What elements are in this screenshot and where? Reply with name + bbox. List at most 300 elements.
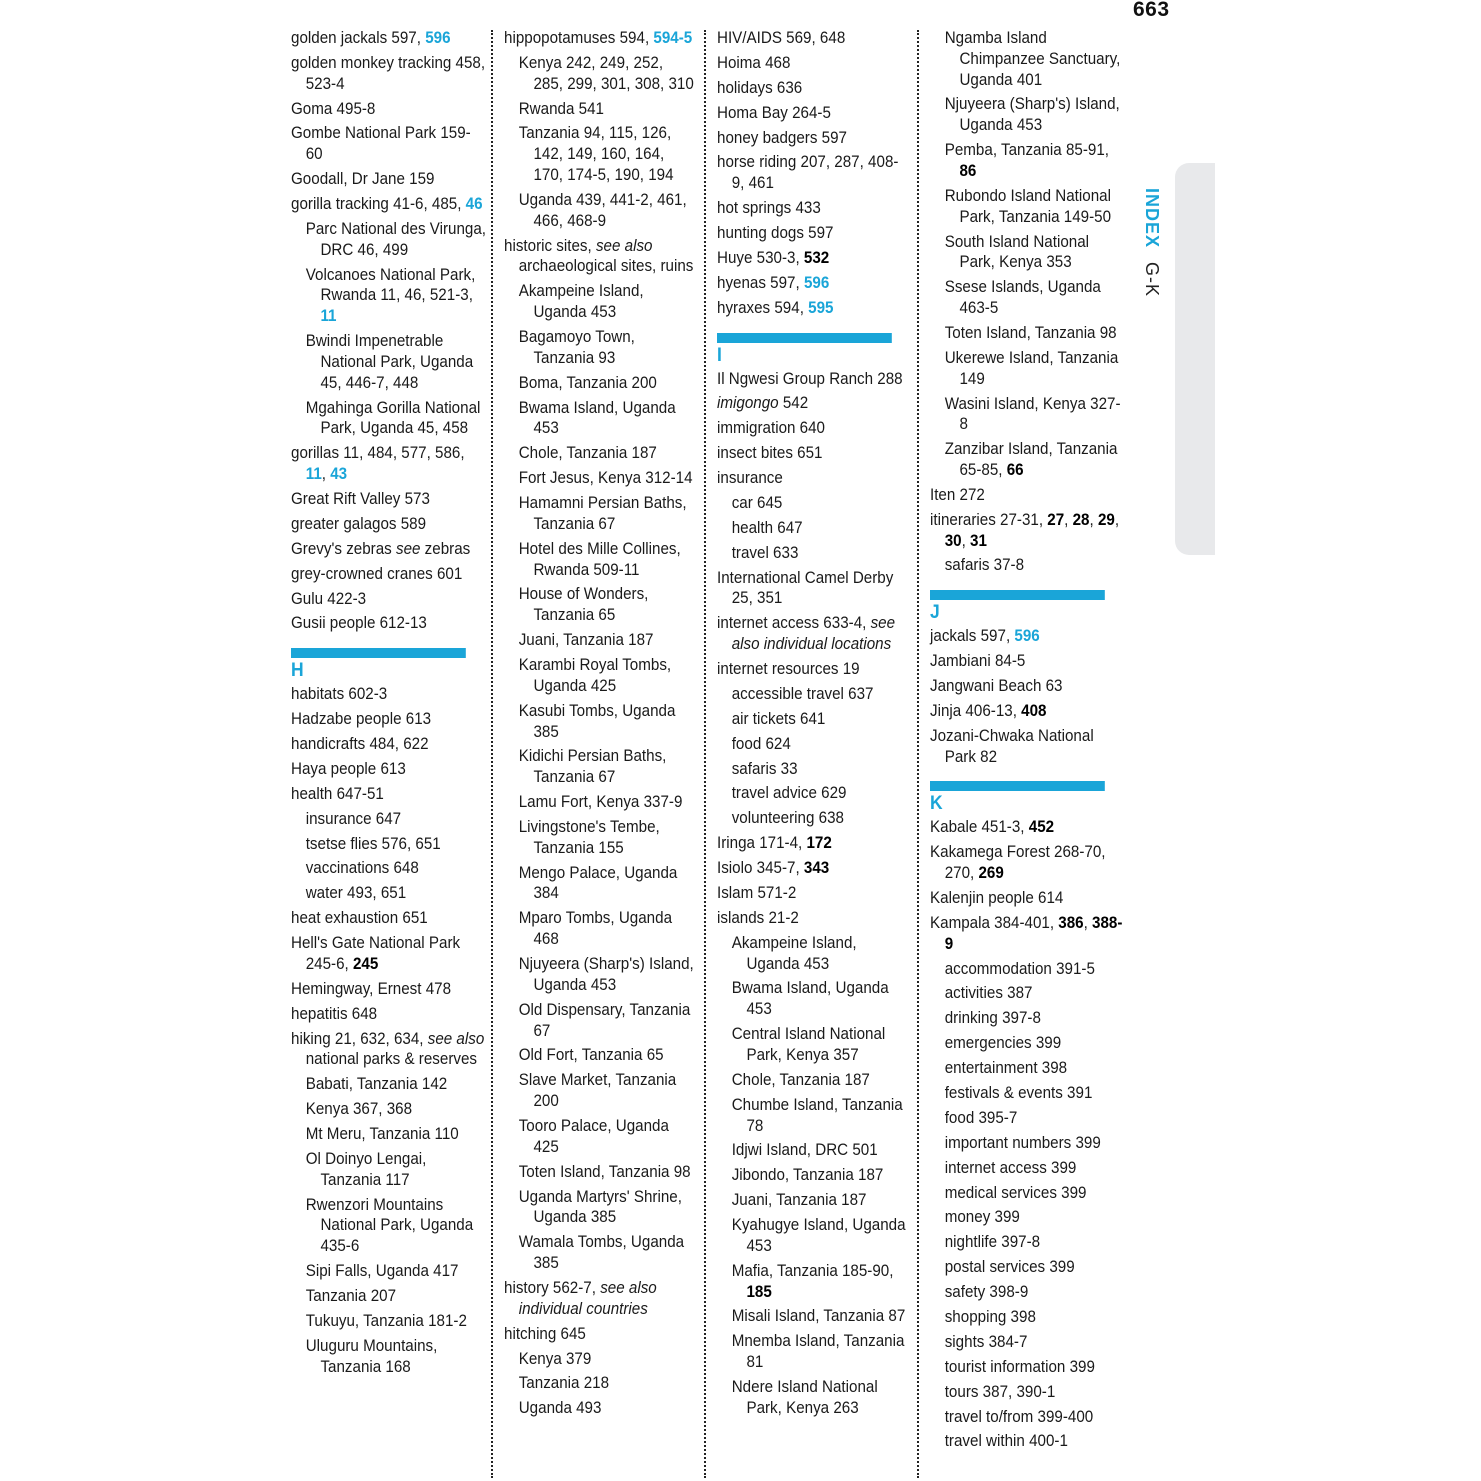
index-subentry <box>930 1133 1125 1154</box>
thumb-tab <box>1175 163 1215 555</box>
index-column-3 <box>717 28 908 1423</box>
entry-text: hepatitis 648 <box>291 1004 378 1023</box>
index-subentry <box>930 1307 1125 1328</box>
entry-text: internet access 399 <box>944 1158 1077 1177</box>
page-reference: 28 <box>1072 510 1090 529</box>
entry-text: Kyahugye Island, Uganda 453 <box>731 1216 906 1255</box>
entry-text: handicrafts 484, 622 <box>291 735 429 753</box>
entry-text: , <box>1083 913 1093 932</box>
entry-text: Jangwani Beach 63 <box>930 677 1063 696</box>
entry-text: Kampala 384-401, <box>930 913 1059 932</box>
index-subentry <box>504 908 695 950</box>
index-subentry <box>930 959 1125 980</box>
index-entry <box>930 626 1125 647</box>
entry-text: Zanzibar Island, Tanzania 65-85, <box>944 440 1118 479</box>
page-reference: 46 <box>465 195 483 214</box>
entry-text: Mafia, Tanzania 185-90, <box>731 1261 894 1280</box>
index-subentry <box>930 348 1125 390</box>
index-subentry <box>504 281 695 323</box>
page-reference: 408 <box>1021 701 1047 720</box>
entry-text: Chole, Tanzania 187 <box>518 444 657 463</box>
entry-text: Kenya 242, 249, 252, 285, 299, 301, 308, 310 <box>518 53 694 93</box>
entry-text: volunteering 638 <box>731 809 844 828</box>
index-subentry <box>504 53 695 95</box>
entry-text: Jozani-Chwaka National Park 82 <box>930 726 1094 766</box>
index-subentry <box>291 834 486 855</box>
entry-text: see also individual countries <box>518 1278 657 1318</box>
index-subentry <box>717 734 908 755</box>
index-entry <box>504 1324 695 1345</box>
index-subentry <box>930 323 1125 344</box>
entry-text: golden monkey tracking 458, 523-4 <box>291 53 486 93</box>
index-subentry <box>717 1140 908 1161</box>
index-subentry <box>717 978 908 1020</box>
entry-text: Parc National des Virunga, DRC 46, 499 <box>305 219 487 259</box>
entry-text: Wamala Tombs, Uganda 385 <box>518 1233 685 1273</box>
entry-text: greater galagos 589 <box>291 514 427 533</box>
index-column-1 <box>291 28 486 1381</box>
page-reference: 185 <box>746 1282 772 1301</box>
index-subentry <box>504 1373 695 1394</box>
index-subentry <box>717 1024 908 1066</box>
entry-text: Great Rift Valley 573 <box>291 489 430 508</box>
entry-text: see <box>395 539 421 558</box>
entry-text: vaccinations 648 <box>305 859 419 878</box>
entry-text: Jinja 406-13, <box>930 701 1022 720</box>
index-subentry <box>291 1149 486 1191</box>
entry-text: drinking 397-8 <box>944 1009 1041 1028</box>
page-reference: 452 <box>1028 818 1055 837</box>
index-subentry <box>504 1162 695 1183</box>
entry-text: Babati, Tanzania 142 <box>305 1075 448 1094</box>
entry-text: see also <box>427 1029 485 1048</box>
entry-text: Mengo Palace, Uganda 384 <box>518 863 678 903</box>
index-entry <box>291 734 486 755</box>
index-entry <box>717 273 908 294</box>
index-entry <box>291 194 486 215</box>
thumb-tab-range: G-K <box>1142 262 1162 298</box>
index-entry <box>291 1029 486 1071</box>
entry-text: Il Ngwesi Group Ranch 288 <box>717 369 903 388</box>
entry-text: Kasubi Tombs, Uganda 385 <box>518 701 676 741</box>
index-subentry <box>504 539 695 581</box>
index-entry <box>291 443 486 485</box>
section-letter: J <box>930 602 940 624</box>
index-subentry <box>930 232 1125 274</box>
index-entry <box>930 817 1125 838</box>
section-letter: I <box>717 344 722 366</box>
entry-text: Rwanda 541 <box>518 99 604 118</box>
index-subentry <box>504 493 695 535</box>
index-subentry <box>504 1070 695 1112</box>
section-bar <box>930 590 1105 600</box>
entry-text: Njuyeera (Sharp's) Island, Uganda 453 <box>518 955 694 994</box>
index-entry <box>291 28 486 49</box>
entry-text: Toten Island, Tanzania 98 <box>944 323 1117 342</box>
index-subentry <box>504 863 695 905</box>
entry-text: Ukerewe Island, Tanzania 149 <box>944 348 1119 388</box>
index-subentry <box>291 809 486 830</box>
section-letter: K <box>930 793 943 815</box>
entry-text: car 645 <box>731 493 783 512</box>
index-subentry <box>930 1282 1125 1303</box>
entry-text: Misali Island, Tanzania 87 <box>731 1307 906 1326</box>
entry-text: Boma, Tanzania 200 <box>518 373 657 392</box>
index-subentry <box>504 701 695 743</box>
index-subentry <box>504 792 695 813</box>
index-subentry <box>504 1116 695 1158</box>
index-subentry <box>291 219 486 261</box>
entry-text: Uganda Martyrs' Shrine, Uganda 385 <box>518 1187 682 1227</box>
entry-text: money 399 <box>944 1208 1020 1227</box>
entry-text: Uluguru Mountains, Tanzania 168 <box>305 1336 438 1376</box>
index-entry <box>504 236 695 278</box>
entry-text: travel to/from 399-400 <box>944 1407 1094 1426</box>
index-entry <box>291 53 486 95</box>
entry-text: , <box>961 531 971 550</box>
entry-text: Ssese Islands, Uganda 463-5 <box>944 278 1101 318</box>
page-number: 663 <box>1133 0 1170 21</box>
index-entry <box>930 485 1125 506</box>
entry-text: Mgahinga Gorilla National Park, Uganda 45, 458 <box>305 398 481 438</box>
index-subentry <box>717 759 908 780</box>
entry-text: accommodation 391-5 <box>944 959 1095 978</box>
index-entry <box>291 99 486 120</box>
entry-text: safety 398-9 <box>944 1283 1029 1302</box>
index-subentry <box>930 1158 1125 1179</box>
section-bar <box>717 333 892 343</box>
page-reference: 11 <box>305 465 322 484</box>
index-entry <box>717 103 908 124</box>
column-divider <box>491 30 493 1478</box>
entry-text: Hadzabe people 613 <box>291 710 432 729</box>
entry-text: zebras <box>420 539 471 558</box>
entry-text: Homa Bay 264-5 <box>717 103 831 122</box>
index-subentry <box>504 327 695 369</box>
entry-text: honey badgers 597 <box>717 128 847 147</box>
entry-text: gorillas 11, 484, 577, 586, <box>291 444 465 463</box>
entry-text: Fort Jesus, Kenya 312-14 <box>518 469 693 488</box>
index-entry <box>717 858 908 879</box>
entry-text: travel 633 <box>731 543 799 562</box>
index-subentry <box>291 265 486 327</box>
entry-text: travel within 400-1 <box>944 1432 1068 1451</box>
entry-text: festivals & events 391 <box>944 1084 1093 1103</box>
entry-text: Hoima 468 <box>717 53 791 72</box>
entry-text: golden jackals 597, <box>291 29 426 47</box>
index-entry <box>717 78 908 99</box>
page-reference: 388-9 <box>944 913 1123 953</box>
index-entry <box>717 28 908 49</box>
entry-text: safaris 37-8 <box>944 556 1025 575</box>
entry-text: hyraxes 594, <box>717 298 809 317</box>
entry-text: Jambiani 84-5 <box>930 652 1026 671</box>
index-subentry <box>930 1083 1125 1104</box>
entry-text: imigongo <box>717 394 779 413</box>
entry-text: see also individual locations <box>731 614 896 654</box>
entry-text: Njuyeera (Sharp's) Island, Uganda 453 <box>944 95 1120 135</box>
index-subentry <box>504 954 695 996</box>
entry-text: Livingstone's Tembe, Tanzania 155 <box>518 817 660 857</box>
index-subentry <box>717 1070 908 1091</box>
index-entry <box>930 701 1125 722</box>
entry-text: Iten 272 <box>930 485 985 504</box>
entry-text: see also <box>595 236 653 255</box>
entry-text: archaeological sites, ruins <box>518 257 694 276</box>
entry-text: sights 384-7 <box>944 1332 1028 1351</box>
entry-text: health 647-51 <box>291 784 384 803</box>
entry-text: shopping 398 <box>944 1308 1036 1327</box>
page-reference: 11 <box>320 307 337 326</box>
index-entry <box>930 651 1125 672</box>
entry-text: Haya people 613 <box>291 759 406 778</box>
entry-text: tours 387, 390-1 <box>944 1382 1056 1401</box>
entry-text: Kalenjin people 614 <box>930 888 1064 907</box>
entry-text: internet access 633-4, <box>717 614 871 633</box>
entry-text: Old Fort, Tanzania 65 <box>518 1046 664 1065</box>
entry-text: Pemba, Tanzania 85-91, <box>944 141 1110 160</box>
index-entry <box>717 198 908 219</box>
index-subentry <box>930 1357 1125 1378</box>
entry-text: Volcanoes National Park, Rwanda 11, 46, 521-3, <box>305 265 476 305</box>
index-entry <box>717 223 908 244</box>
page-reference: 532 <box>803 248 830 267</box>
index-subentry <box>717 543 908 564</box>
entry-text: immigration 640 <box>717 419 825 438</box>
index-subentry <box>291 1336 486 1378</box>
entry-text: Hemingway, Ernest 478 <box>291 979 452 998</box>
entry-text: Gombe National Park 159-60 <box>291 124 471 164</box>
index-entry <box>291 709 486 730</box>
entry-text: , <box>1114 510 1120 529</box>
entry-text: Central Island National Park, Kenya 357 <box>731 1025 886 1064</box>
section-header <box>930 590 1125 624</box>
entry-text: heat exhaustion 651 <box>291 909 428 928</box>
entry-text: holidays 636 <box>717 78 803 97</box>
index-entry <box>930 842 1125 884</box>
index-subentry <box>291 883 486 904</box>
index-subentry <box>717 783 908 804</box>
index-entry <box>291 169 486 190</box>
entry-text: Kenya 367, 368 <box>305 1100 413 1119</box>
index-subentry <box>930 1382 1125 1403</box>
index-subentry <box>717 1215 908 1257</box>
entry-text: Goma 495-8 <box>291 99 376 118</box>
entry-text: Gusii people 612-13 <box>291 614 427 633</box>
entry-text: House of Wonders, Tanzania 65 <box>518 585 649 625</box>
page-reference: 343 <box>803 859 830 878</box>
entry-text: Tukuyu, Tanzania 181-2 <box>305 1311 467 1330</box>
index-subentry <box>930 1257 1125 1278</box>
index-subentry <box>504 443 695 464</box>
index-subentry <box>717 518 908 539</box>
entry-text: Rwenzori Mountains National Park, Uganda 435-6 <box>305 1195 474 1256</box>
section-letter: H <box>291 660 304 682</box>
index-entry <box>291 908 486 929</box>
entry-text: hyenas 597, <box>717 273 804 292</box>
index-subentry <box>504 584 695 626</box>
entry-text: Kabale 451-3, <box>930 818 1029 837</box>
index-column-2 <box>504 28 695 1423</box>
index-subentry <box>717 1261 908 1303</box>
index-subentry <box>930 1332 1125 1353</box>
entry-text: islands 21-2 <box>717 908 799 927</box>
entry-text: Rubondo Island National Park, Tanzania 149-50 <box>944 186 1112 226</box>
page-reference: 27 <box>1047 510 1065 529</box>
entry-text: gorilla tracking 41-6, 485, <box>291 195 466 214</box>
index-entry <box>717 248 908 269</box>
index-subentry <box>717 684 908 705</box>
entry-text: national parks & reserves <box>305 1050 478 1069</box>
index-subentry <box>930 1033 1125 1054</box>
entry-text: Idjwi Island, DRC 501 <box>731 1141 878 1160</box>
index-subentry <box>717 808 908 829</box>
entry-text: Toten Island, Tanzania 98 <box>518 1162 691 1181</box>
index-subentry <box>504 123 695 185</box>
entry-text: , <box>1089 510 1098 529</box>
index-entry <box>717 883 908 904</box>
page-reference: 595 <box>808 298 834 317</box>
index-subentry <box>930 1431 1125 1452</box>
entry-text: historic sites, <box>504 236 596 255</box>
entry-text: entertainment 398 <box>944 1059 1068 1078</box>
entry-text: internet resources 19 <box>717 660 860 678</box>
index-subentry <box>930 555 1125 576</box>
index-subentry <box>930 1407 1125 1428</box>
entry-text: hitching 645 <box>504 1324 586 1343</box>
index-subentry <box>504 373 695 394</box>
entry-text: Tanzania 94, 115, 126, 142, 149, 160, 164, 170, 174-5, 190, 194 <box>518 124 674 185</box>
entry-text: Chole, Tanzania 187 <box>731 1070 870 1089</box>
index-subentry <box>291 1286 486 1307</box>
entry-text: Ol Doinyo Lengai, Tanzania 117 <box>305 1149 427 1189</box>
entry-text: Goodall, Dr Jane 159 <box>291 170 435 189</box>
index-subentry <box>717 1377 908 1419</box>
entry-text: Bagamoyo Town, Tanzania 93 <box>518 328 635 367</box>
entry-text: Akampeine Island, Uganda 453 <box>518 282 644 322</box>
index-entry <box>291 489 486 510</box>
page-reference: 31 <box>970 531 987 550</box>
entry-text: tourist information 399 <box>944 1357 1095 1376</box>
page-reference: 66 <box>1006 460 1024 479</box>
index-entry <box>717 833 908 854</box>
entry-text: air tickets 641 <box>731 709 826 728</box>
entry-text: nightlife 397-8 <box>944 1233 1041 1252</box>
entry-text: Gulu 422-3 <box>291 589 367 608</box>
index-entry <box>504 28 695 49</box>
entry-text: Uganda 439, 441-2, 461, 466, 468-9 <box>518 190 687 230</box>
entry-text: postal services 399 <box>944 1258 1075 1277</box>
index-entry <box>504 1278 695 1320</box>
index-subentry <box>717 709 908 730</box>
entry-text: Sipi Falls, Uganda 417 <box>305 1262 459 1281</box>
entry-text: Hotel des Mille Collines, Rwanda 509-11 <box>518 539 681 579</box>
page-reference: 269 <box>978 864 1004 883</box>
entry-text: food 395-7 <box>944 1108 1018 1127</box>
entry-text: Ngamba Island Chimpanzee Sanctuary, Uganda 401 <box>944 29 1121 89</box>
index-subentry <box>504 468 695 489</box>
entry-text: Huye 530-3, <box>717 248 804 267</box>
index-entry <box>717 393 908 414</box>
index-entry <box>717 568 908 610</box>
index-subentry <box>504 190 695 232</box>
index-subentry <box>717 1331 908 1373</box>
index-subentry <box>930 277 1125 319</box>
section-header <box>717 333 908 367</box>
index-entry <box>291 1004 486 1025</box>
page-reference: 596 <box>1014 627 1040 646</box>
entry-text: water 493, 651 <box>305 884 407 903</box>
entry-text: International Camel Derby 25, 351 <box>717 568 894 608</box>
entry-text: food 624 <box>731 734 791 753</box>
index-subentry <box>291 398 486 440</box>
entry-text: Grevy's zebras <box>291 539 396 558</box>
entry-text: Ndere Island National Park, Kenya 263 <box>731 1378 878 1417</box>
index-entry <box>291 979 486 1000</box>
index-entry <box>291 123 486 165</box>
index-entry <box>930 726 1125 768</box>
entry-text: Bwama Island, Uganda 453 <box>518 398 676 438</box>
entry-text: hot springs 433 <box>717 199 821 218</box>
entry-text: Islam 571-2 <box>717 884 797 903</box>
thumb-tab-label <box>1141 188 1162 297</box>
entry-text: accessible travel 637 <box>731 684 874 703</box>
index-subentry <box>717 1095 908 1137</box>
index-entry <box>717 443 908 464</box>
entry-text: Jibondo, Tanzania 187 <box>731 1166 884 1185</box>
entry-text: Isiolo 345-7, <box>717 859 804 878</box>
entry-text: insurance <box>717 469 783 488</box>
index-entry <box>717 659 908 680</box>
index-subentry <box>930 94 1125 136</box>
index-subentry <box>504 655 695 697</box>
index-subentry <box>930 1058 1125 1079</box>
page-reference: 30 <box>944 531 962 550</box>
index-subentry <box>930 1207 1125 1228</box>
index-entry <box>291 613 486 634</box>
entry-text: Tooro Palace, Uganda 425 <box>518 1116 669 1156</box>
entry-text: Old Dispensary, Tanzania 67 <box>518 1000 691 1040</box>
entry-text: Kidichi Persian Baths, Tanzania 67 <box>518 747 667 787</box>
index-entry <box>717 418 908 439</box>
index-subentry <box>504 817 695 859</box>
entry-text: Mnemba Island, Tanzania 81 <box>731 1332 905 1372</box>
entry-text: Hamamni Persian Baths, Tanzania 67 <box>518 494 687 533</box>
entry-text: health 647 <box>731 518 803 537</box>
page-reference: 596 <box>425 29 451 47</box>
entry-text: Bwindi Impenetrable National Park, Uganda 45, 446-7, 448 <box>305 332 474 392</box>
entry-text: hunting dogs 597 <box>717 224 834 243</box>
index-subentry <box>717 493 908 514</box>
index-entry <box>291 539 486 560</box>
index-entry <box>717 152 908 194</box>
index-subentry <box>504 398 695 440</box>
entry-text: 542 <box>778 394 809 413</box>
entry-text: South Island National Park, Kenya 353 <box>944 232 1090 272</box>
entry-text: hippopotamuses 594, <box>504 29 654 47</box>
index-entry <box>930 888 1125 909</box>
entry-text: grey-crowned cranes 601 <box>291 564 463 583</box>
page-reference: 29 <box>1097 510 1115 529</box>
index-entry <box>930 510 1125 552</box>
entry-text: hiking 21, 632, 634, <box>291 1029 428 1048</box>
entry-text: Akampeine Island, Uganda 453 <box>731 933 857 973</box>
index-entry <box>291 589 486 610</box>
page-reference: 596 <box>803 273 830 292</box>
entry-text: Mt Meru, Tanzania 110 <box>305 1125 459 1144</box>
index-entry <box>291 933 486 975</box>
index-entry <box>717 908 908 929</box>
